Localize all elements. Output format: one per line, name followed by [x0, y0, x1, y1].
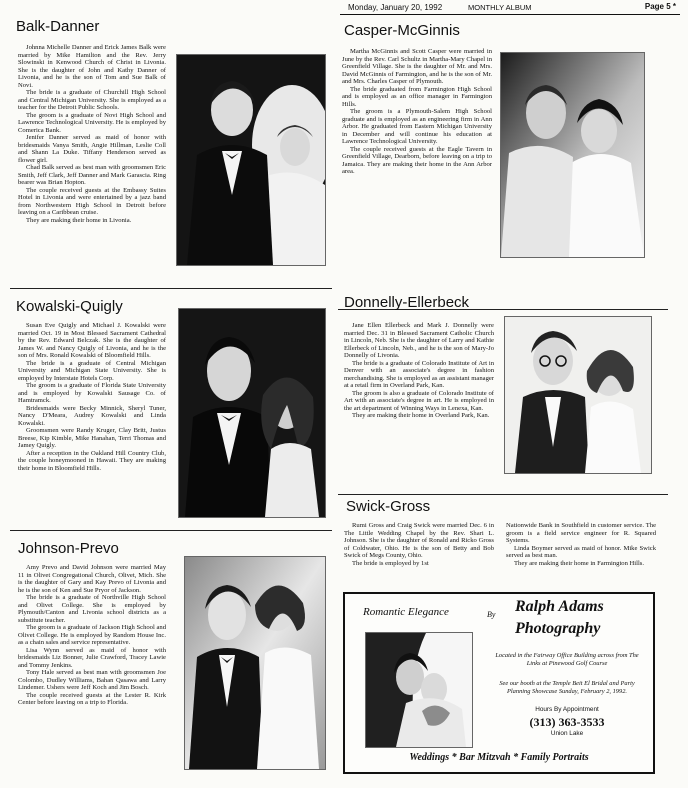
paragraph: They are making their home in Livonia. [26, 216, 132, 224]
paragraph: The groom is a graduate of Novi High School and Lawrence Technological University. He is employed by Comerica Bank. [18, 111, 166, 134]
paragraph: Johnna Michelle Danner and Erick James Balk were married by Mike Hamilton and the Rev. Jerry Slowinski in Kenwood Church of Christ in Livonia. She is the daughter of John and Kathy Danner of Livonia, and he is the son of Tom and Sue Balk of Novi. [18, 44, 166, 89]
photo-casper-mcginnis-couple [500, 52, 645, 258]
paragraph: Lisa Wynn served as maid of honor with bridesmaids Liz Bonner, Julie Crawford, Tracey Lawie and Tommy Jenkins. [18, 646, 166, 669]
divider-right-lower [338, 494, 668, 495]
paragraph: The groom is a Plymouth-Salem High School graduate and is employed as an engineering firm in Ann Arbor. He graduated from Eastern Michigan University in December and will continue his education at Lawrence Technological University. [342, 108, 492, 145]
paragraph: They are making their home in Farmington Hills. [514, 559, 645, 567]
ad-by: By [487, 610, 496, 619]
paragraph: The bride is a graduate of Colorado Institute of Art in Denver with an associate's degree in fashion merchandising. She is employed as an assistant manager at a retail firm in Overland Park, Kan. [344, 359, 494, 389]
ad-phone: (313) 363-3533 [529, 715, 605, 729]
paragraph: The bride is employed by 1st [352, 559, 429, 567]
photo-donnelly-ellerbeck-couple [504, 316, 652, 474]
paragraph: Chad Balk served as best man with groomsmen Eric Smith, Jeff Clark, Jeff Danner and Mark Garascia. Ring bearer was Brian Hopton. [18, 164, 166, 186]
paragraph: Jenifer Danner served as maid of honor with bridesmaids Vanya Smith, Angie Hillman, Leslie Coll and Shann La Duke. Tiffany Henderson served as flower girl. [18, 134, 166, 164]
headline-swick-gross: Swick-Gross [346, 498, 431, 515]
header-section: MONTHLY ALBUM [468, 3, 532, 12]
ad-services: Weddings * Bar Mitzvah * Family Portraits [409, 752, 589, 763]
headline-balk-danner: Balk-Danner [16, 18, 100, 35]
paragraph: Linda Boymer served as maid of honor. Mike Swick served as best man. [506, 544, 656, 559]
headline-casper-mcginnis: Casper-McGinnis [344, 22, 460, 39]
divider-left-middle [10, 288, 332, 289]
paragraph: The couple received guests at the Embassy Suites Hotel in Livonia and were entertained by a jazz band from Northwestern High School in Detroit before leaving on a Caribbean cruise. [18, 186, 166, 216]
photo-kowalski-quigly-couple [178, 308, 326, 518]
header-date: Monday, January 20, 1992 [348, 3, 443, 12]
ad-brand-name: Ralph Adams [515, 598, 604, 615]
paragraph: Groomsmen were Randy Kruger, Clay Britt, Justus Breese, Kip Kimble, Mike Hanahan, Terri Thomas and Jamey Quigly. [18, 427, 166, 449]
divider-left-lower [10, 530, 332, 531]
paragraph: Tony Hale served as best man with groomsmen Joe Colombo, Dudley Williams, Bahan Qasawa and Larry Lindemer. Ushers were Jeff Koch and Jim Bosch. [18, 669, 166, 691]
photo-johnson-prevo-couple [184, 556, 326, 770]
paragraph: Amy Prevo and David Johnson were married May 11 in Olivet Congregational Church, Olivet, Mich. She is the daughter of Gary and Kay Prevo of Livonia and he is the son of Ken and Sue Pryor of Jackson. [18, 564, 166, 594]
paragraph: The groom is also a graduate of Colorado Institute of Art with an associate's degree in art. He is employed in the art department of Winning Ways in Lenexa, Kan. [344, 389, 494, 412]
article-kowalski-quigly [18, 322, 166, 472]
ad-photo-couple [365, 632, 473, 748]
article-casper-mcginnis [342, 48, 492, 176]
article-johnson-prevo [18, 564, 166, 707]
paragraph: The couple received guests at the Lester R. Kirk Center before leaving on a trip to Florida. [18, 691, 166, 706]
headline-kowalski-quigly: Kowalski-Quigly [16, 298, 123, 315]
paragraph: Susan Eve Quigly and Michael J. Kowalski were married Oct. 19 in Most Blessed Sacrament Cathedral by the Rev. Edward Belczak. She is the daughter of James W. and Nancy Quigly of Livonia, and he is the son of Mrs. Ronald Kowalski of Bloomfield Hills. [18, 322, 166, 359]
paragraph: Nationwide Bank in Southfield in customer service. The groom is a field service engineer for R. Squared Systems. [506, 522, 656, 544]
paragraph: Martha McGinnis and Scott Casper were married in June by the Rev. Carl Schultz in Martha-Mary Chapel in Greenfield Village. She is the daughter of Mr. and Mrs. David McGinnis of Farmington, and he is the son of Mr. and Mrs. Charles Casper of Plymouth. [342, 48, 492, 85]
headline-johnson-prevo: Johnson-Prevo [18, 540, 119, 557]
paragraph: The groom is a graduate of Jackson High School and Olivet College. He is employed by Random House Inc. as a chain sales and service representative. [18, 624, 166, 646]
paragraph: They are making their home in Overland Park, Kan. [352, 412, 490, 419]
paragraph: Jane Ellen Ellerbeck and Mark J. Donnelly were married Dec. 31 in Blessed Sacrament Catholic Church in Lincoln, Neb. She is the daughter of Larry and Kathie Ellerbeck of Lincoln, Neb., and he is the son of Mary-Jo Donnelly of Livonia. [344, 322, 494, 359]
paragraph: The bride is a graduate of Northville High School and Olivet College. She is employed by Plymouth/Canton and Livonia school districts as a substitute teacher. [18, 594, 166, 624]
article-donnelly-ellerbeck [344, 322, 494, 420]
paragraph: Rumi Gross and Craig Swick were married Dec. 6 in The Little Wedding Chapel by the Rev. Shari L. Johnson. She is the daughter of Ronald and Ricko Gross of Coldwater, Ohio. He is the son of Betty and Bob Swick of Megs County, Ohio. [344, 522, 494, 559]
ad-booth: See our booth at the Temple Beit El Bridal and Party Planning Showcase Sunday, February 2, 1992. [499, 680, 635, 695]
article-swick-gross-col2 [506, 522, 656, 567]
ad-place: Union Lake [550, 730, 584, 737]
page-header [340, 2, 680, 15]
photo-balk-danner-couple [176, 54, 326, 266]
paragraph: The groom is a graduate of Florida State University and is employed by Kowalski Sausage Co. of Hamtramck. [18, 382, 166, 404]
article-balk-danner [18, 44, 166, 224]
paragraph: After a reception in the Oakland Hill Country Club, the couple honeymooned in Hawaii. They are making their home in Bloomfield Hills. [18, 449, 166, 472]
ad-location: Located in the Fairway Office Building across from The Links at Pinewood Golf Course [495, 652, 639, 667]
article-swick-gross-col1 [344, 522, 494, 567]
header-page-number: Page 5 * [644, 2, 676, 11]
paragraph: The couple received guests at the Eagle Tavern in Greenfield Village, Dearborn, before leaving on a trip to Jamaica. They are making their home in the Ann Arbor area. [342, 145, 492, 175]
paragraph: The bride graduated from Farmington High School and is employed as an office manager in Farmington Hills. [342, 85, 492, 108]
paragraph: The bride is a graduate of Central Michigan University and Michigan State University. She is employed by Interstate Hotels Corp. [18, 359, 166, 382]
ad-brand-service: Photography [515, 620, 601, 637]
ad-hours: Hours By Appointment [535, 706, 599, 713]
ad-tagline: Romantic Elegance [363, 606, 449, 618]
ad-ralph-adams-photography [343, 592, 655, 774]
headline-donnelly-ellerbeck: Donnelly-Ellerbeck [344, 294, 470, 311]
paragraph: The bride is a graduate of Churchill High School and Central Michigan University. She is employed as a teacher for the Detroit Public Schools. [18, 89, 166, 111]
paragraph: Bridesmaids were Becky Minnick, Sheryl Tuner, Nancy D'Meara, Audrey Kowalski and Linda Kowalski. [18, 404, 166, 427]
